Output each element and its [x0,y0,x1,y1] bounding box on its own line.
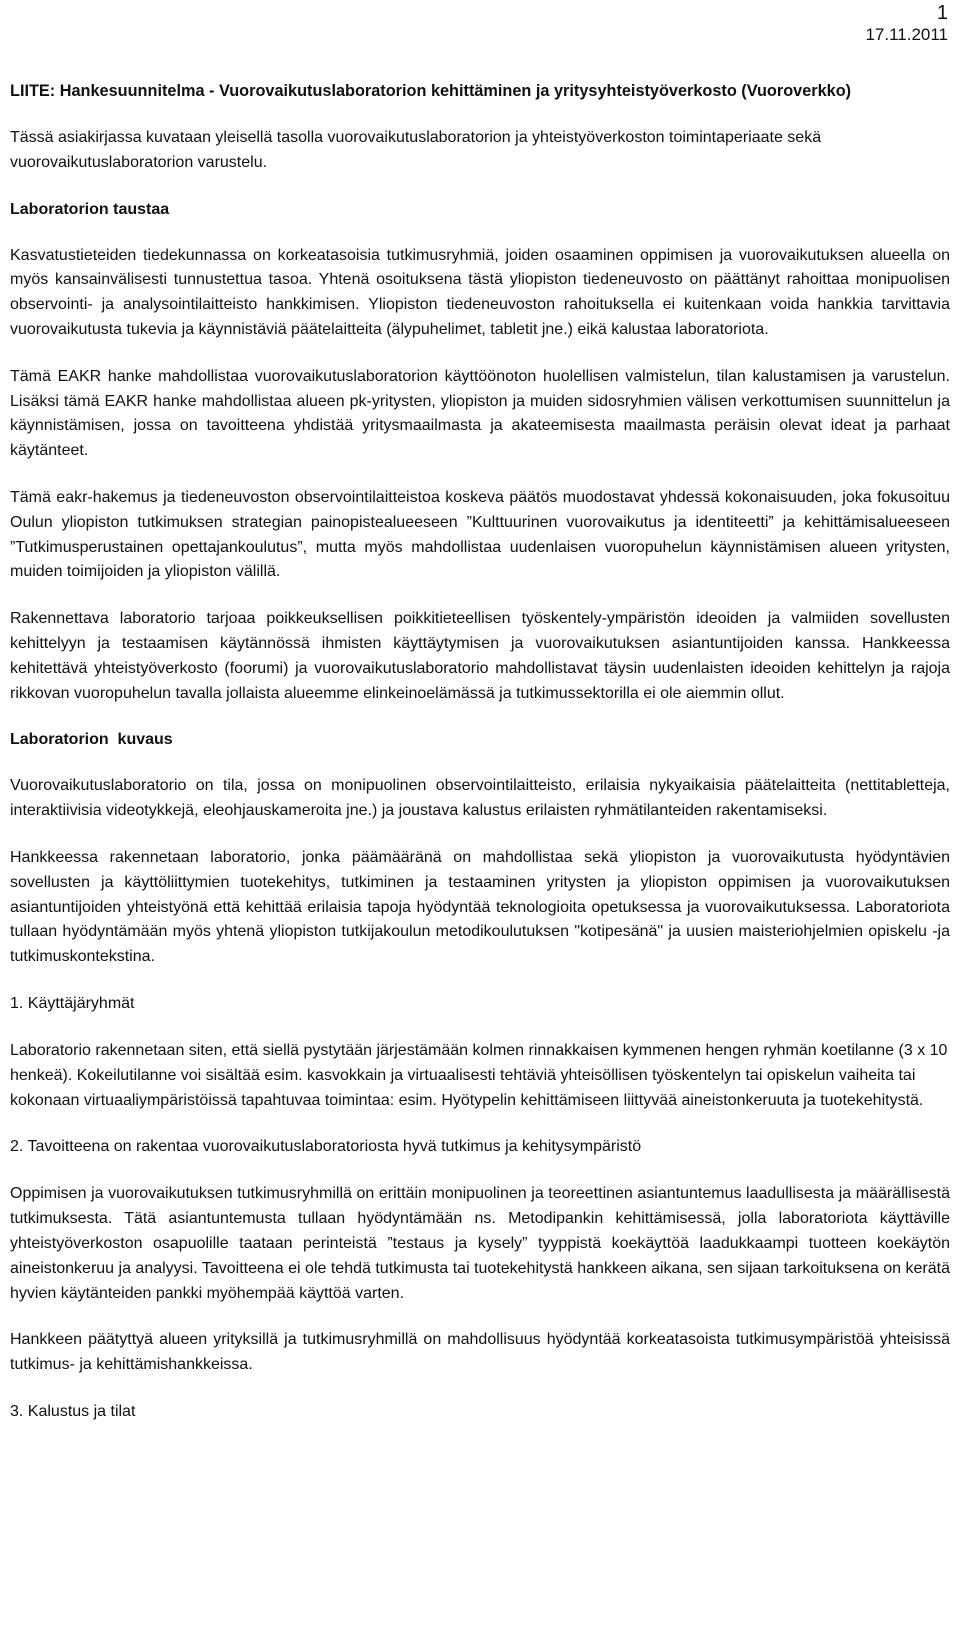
numbered-heading-goal: 2. Tavoitteena on rakentaa vuorovaikutuslaboratoriosta hyvä tutkimus ja kehitysympäristö [10,1138,642,1156]
body-paragraph: Kasvatustieteiden tiedekunnassa on korkeatasoisia tutkimusryhmiä, joiden osaaminen oppimisen ja vuorovaikutuksen alueella on myös kansainvälisesti tunnustettua tasoa. Yhtenä osoituksena tästä yliopiston tiedeneuvosto on päättänyt rahoittaa monipuolisen observointi- ja analysointilaitteisto hankkimisen. Yliopiston tiedeneuvoston rahoituksella ei kuitenkaan voida hankkia tarvittavia vuorovaikutusta tukevia ja käynnistäviä päätelaitteita (älypuhelimet, tabletit jne.) eikä kalustaa laboratoriota. [10,246,950,338]
body-paragraph: Tämä EAKR hanke mahdollistaa vuorovaikutuslaboratorion käyttöönoton huolellisen valmistelun, tilan kalustamisen ja varustelun. Lisäksi tämä EAKR hanke mahdollistaa alueen pk-yritysten, yliopiston ja muiden sidosryhmien välisen verkottumisen suunnittelun ja käynnistämisen, jossa on tavoitteena yhdistää yritysmaailmasta ja akateemisesta maailmasta peräisin olevat ideat ja parhaat käytänteet. [10,367,950,460]
body-paragraph: Oppimisen ja vuorovaikutuksen tutkimusryhmillä on erittäin monipuolinen ja teoreettinen asiantuntemus laadullisesta ja määrällisestä tutkimuksesta. Tätä asiantuntemusta tullaan hyödyntämään ns. Metodipankin kehittämisessä, jolla laboratoriota käyttäville yhteistyöverkoston osapuolille taataan perinteistä ”testaus ja kysely” tyyppistä koekäyttöä laadukkaampi tuotteen koekäytön aineistonkeruu ja analyysi. Tavoitteena ei ole tehdä tutkimusta tai tuotekehitystä hankkeen aikana, sen sijaan tarkoituksena on kerätä hyvien käytänteiden pankki myöhempää käyttöä varten. [10,1185,950,1302]
document-body [10,79,950,1447]
numbered-heading-furnishing: 3. Kalustus ja tilat [10,1402,136,1420]
numbered-heading-user-groups: 1. Käyttäjäryhmät [10,994,135,1012]
document-date: 17.11.2011 [865,25,948,44]
section-heading-background: Laboratorion taustaa [10,200,170,218]
body-paragraph: Laboratorio rakennetaan siten, että siellä pystytään järjestämään kolmen rinnakkaisen kymmenen hengen ryhmän koetilanne (3 x 10 henkeä). Kokeilutilanne voi sisältää esim. kasvokkain ja virtuaalisesti tehtäviä yhteisöllisen työskentelyn tai opiskelun vaiheita tai kokonaan virtuaaliympäristöissä tapahtuvaa toimintaa: esim. Hyötypelin kehittämiseen liittyvää aineistonkeruuta ja tuotekehitystä. [10,1041,948,1109]
page-number: 1 [936,2,948,24]
body-paragraph: Hankkeessa rakennetaan laboratorio, jonka päämääränä on mahdollistaa sekä yliopiston ja vuorovaikutusta hyödyntävien sovellusten ja käyttöliittymien tuotekehitys, tutkiminen ja testaaminen yritysten ja yliopiston oppimisen ja vuorovaikutuksen asiantuntijoiden yhteistyönä että kehittää erilaisia tapoja hyödyntää teknologioita opetuksessa ja vuorovaikutuksessa. Laboratoriota tullaan hyödyntämään myös yhtenä yliopiston tutkijakoulun metodikoulutuksen "kotipesänä" ja uusien maisteriohjelmien opiskelu -ja tutkimuskontekstina. [10,848,950,966]
body-paragraph: Rakennettava laboratorio tarjoaa poikkeuksellisen poikkitieteellisen työskentely-ympäristön ideoiden ja valmiiden sovellusten kehittelyyn ja testaamisen käytännössä ihmisten käyttäytymisen ja vuorovaikutuksen asiantuntijoiden kanssa. Hankkeessa kehitettävä yhteistyöverkosto (foorumi) ja vuorovaikutuslaboratorio mahdollistavat täysin uudenlaisten ideoiden kehittelyn ja rajoja rikkovan vuoropuhelun tavalla jollaista alueemme elinkeinoelämässä ja tutkimussektorilla ei ole aiemmin ollut. [10,610,950,702]
section-heading-description: Laboratorion kuvaus [10,731,173,749]
body-paragraph: Hankkeen päätyttyä alueen yrityksillä ja tutkimusryhmillä on mahdollisuus hyödyntää korkeatasoista tutkimusympäristöä yhteisissä tutkimus- ja kehittämishankkeissa. [10,1331,950,1374]
intro-paragraph: Tässä asiakirjassa kuvataan yleisellä tasolla vuorovaikutuslaboratorion ja yhteistyöverkoston toimintaperiaate sekä vuorovaikutuslaboratorion varustelu. [10,129,822,171]
body-paragraph: Vuorovaikutuslaboratorio on tila, jossa on monipuolinen observointilaitteisto, erilaisia nykyaikaisia päätelaitteita (nettitabletteja, interaktiivisia videotykkejä, eleohjauskameroita jne.) ja joustava kalustus erilaisten ryhmätilanteiden rakentamiseksi. [10,777,950,820]
document-title: LIITE: Hankesuunnitelma - Vuorovaikutuslaboratorion kehittäminen ja yritysyhteistyöverkosto (Vuoroverkko) [10,82,852,100]
body-paragraph: Tämä eakr-hakemus ja tiedeneuvoston observointilaitteistoa koskeva päätös muodostavat yhdessä kokonaisuuden, joka fokusoituu Oulun yliopiston tutkimuksen strategian painopistealueeseen ”Kulttuurinen vuorovaikutus ja identiteetti” ja kehittämisalueeseen ”Tutkimusperustainen opettajankoulutus”, mutta myös mahdollistaa uudenlaisen vuoropuhelun käynnistämisen alueen yritysten, muiden toimijoiden ja yliopiston välillä. [10,488,950,581]
